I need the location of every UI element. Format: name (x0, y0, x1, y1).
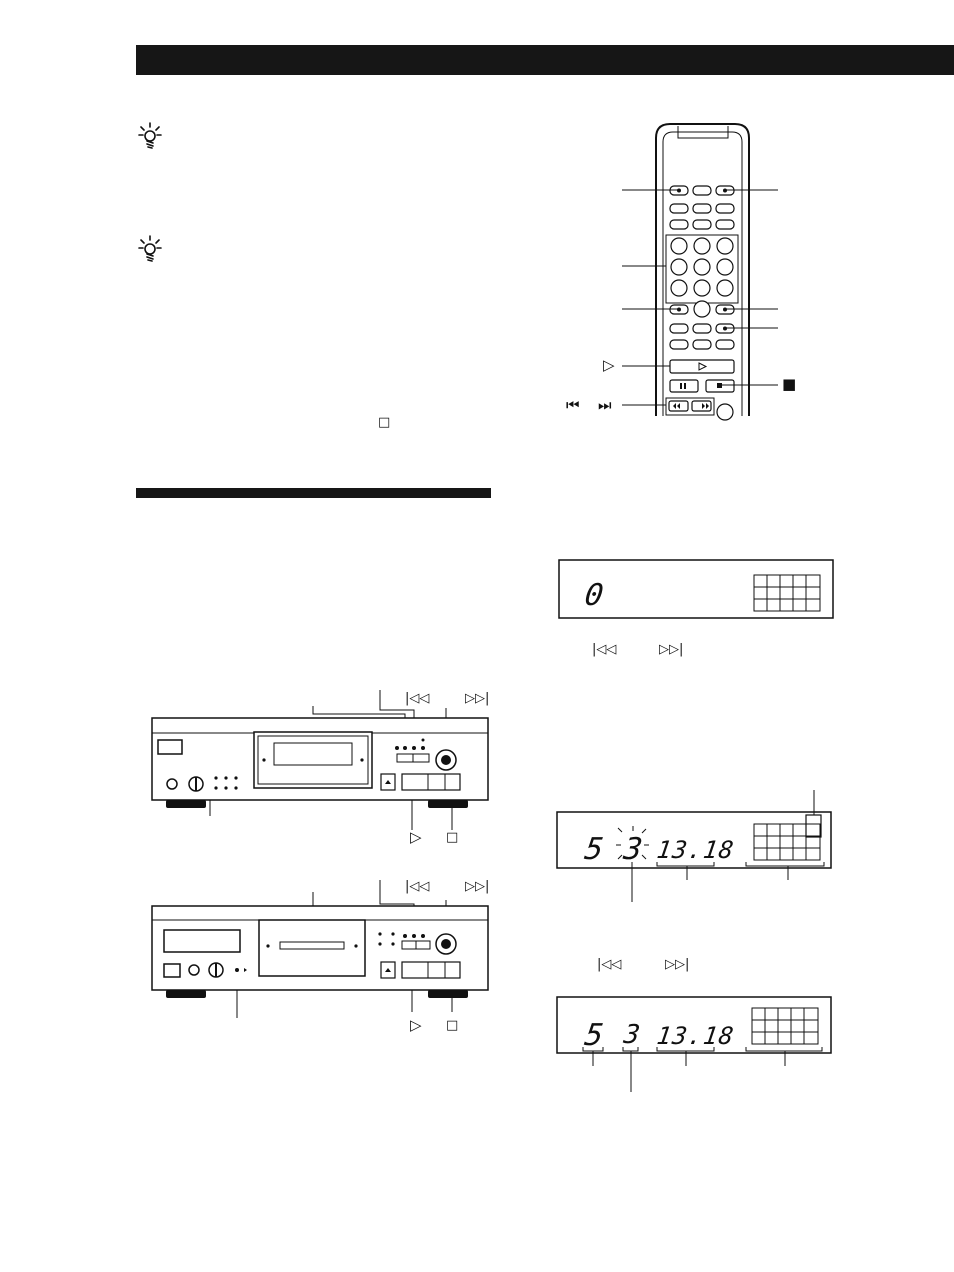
display-group-number: 5 (582, 1018, 606, 1053)
skip-prev-symbol: ⏮ (566, 396, 580, 414)
display-time: 13.18 (655, 836, 737, 864)
prev-outline-symbol: |◁◁ (597, 957, 622, 972)
next-outline-symbol: ▷▷| (659, 642, 684, 657)
stop-symbol: □ (446, 1018, 459, 1033)
display-track-number-blinking: 3 (621, 832, 645, 867)
tip-lightbulb-icon (138, 122, 162, 150)
display-digit: 0 (582, 578, 606, 613)
remote-control-illustration (560, 118, 800, 418)
header-bar (136, 45, 954, 75)
next-outline-symbol: ▷▷| (465, 691, 490, 706)
prev-outline-symbol: |◁◁ (592, 642, 617, 657)
skip-next-symbol: ⏭ (598, 396, 612, 414)
display-time: 13.18 (655, 1022, 737, 1050)
play-symbol: ▷ (410, 1016, 422, 1034)
cd-player-front-panel-illustration (140, 688, 500, 848)
play-symbol: ▷ (603, 356, 615, 374)
display-track-number: 3 (621, 1020, 642, 1050)
cd-player-front-panel-illustration (140, 878, 500, 1024)
prev-outline-symbol: |◁◁ (405, 879, 430, 894)
stop-symbol: □ (378, 415, 391, 430)
tip-lightbulb-icon (138, 235, 162, 263)
section-rule (136, 488, 491, 498)
play-symbol: ▷ (410, 828, 422, 846)
display-group-number: 5 (582, 832, 606, 867)
stop-solid-symbol: ■ (782, 375, 797, 393)
next-outline-symbol: ▷▷| (665, 957, 690, 972)
next-outline-symbol: ▷▷| (465, 879, 490, 894)
prev-outline-symbol: |◁◁ (405, 691, 430, 706)
stop-symbol: □ (446, 830, 459, 845)
